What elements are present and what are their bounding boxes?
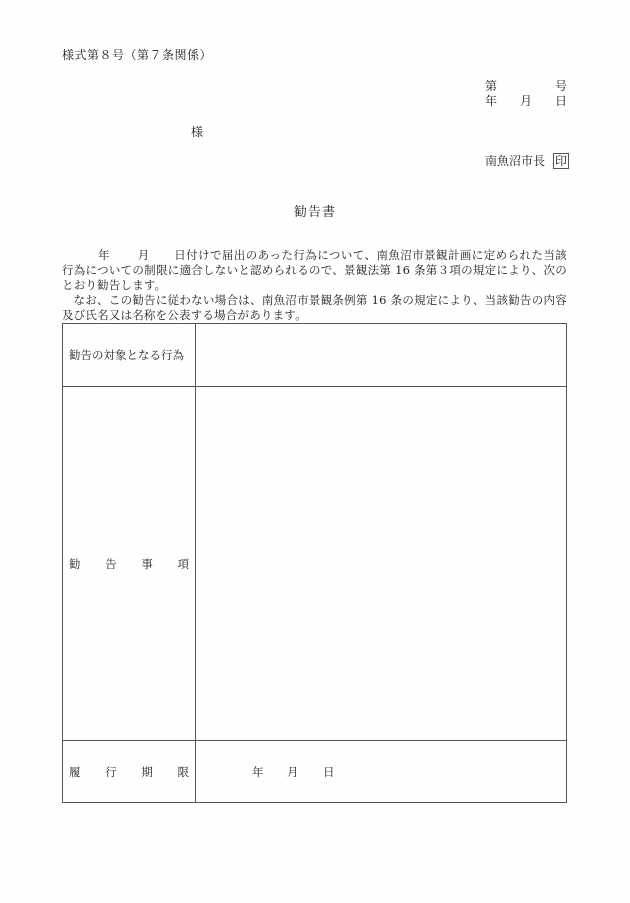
recommendation-table (62, 323, 567, 803)
body-text (62, 248, 567, 323)
issuer-name: 南魚沼市長 (485, 154, 546, 168)
label-recommendation-matters: 勧 告 事 項 (63, 387, 196, 741)
document-number-prefix: 第 (485, 79, 498, 93)
seal-stamp-icon: 印 (555, 153, 568, 168)
label-target-action: 勧告の対象となる行為 (63, 324, 196, 387)
value-compliance-deadline[interactable] (196, 741, 567, 803)
value-recommendation-matters[interactable] (196, 387, 567, 741)
table-row-target-action (63, 324, 567, 387)
deadline-year: 年 (252, 764, 264, 779)
deadline-date (196, 764, 566, 780)
issue-date (485, 92, 567, 109)
filing-date-blank: 年 月 (98, 248, 150, 262)
paragraph-publication-notice: なお、この勧告に従わない場合は、南魚沼市景観条例第 16 条の規定により、当該勧告の内容及び氏名又は名称を公表する場合があります。 (62, 293, 567, 322)
label-compliance-deadline: 履 行 期 限 (63, 741, 196, 803)
deadline-day: 日 (323, 764, 335, 779)
deadline-month: 月 (287, 764, 299, 779)
paragraph-recommendation (62, 248, 567, 293)
form-number: 様式第８号（第７条関係） (62, 48, 213, 62)
paragraph-recommendation-text: 日付けで届出のあった行為について、南魚沼市景観計画に定められた当該行為についての制限に適合しないと認められるので、景観法第 16 条第３項の規定により、次のとおり勧告します。 (62, 248, 567, 292)
issuer-block (485, 152, 569, 169)
value-target-action[interactable] (196, 324, 567, 387)
issue-date-day: 日 (554, 94, 567, 108)
issue-date-month: 月 (519, 94, 532, 108)
table-row-recommendation-matters (63, 387, 567, 741)
issue-date-year: 年 (485, 94, 498, 108)
document-title: 勧告書 (293, 205, 336, 220)
document-number-suffix: 号 (554, 79, 567, 93)
table-row-compliance-deadline (63, 741, 567, 803)
addressee-honorific: 様 (191, 125, 204, 139)
